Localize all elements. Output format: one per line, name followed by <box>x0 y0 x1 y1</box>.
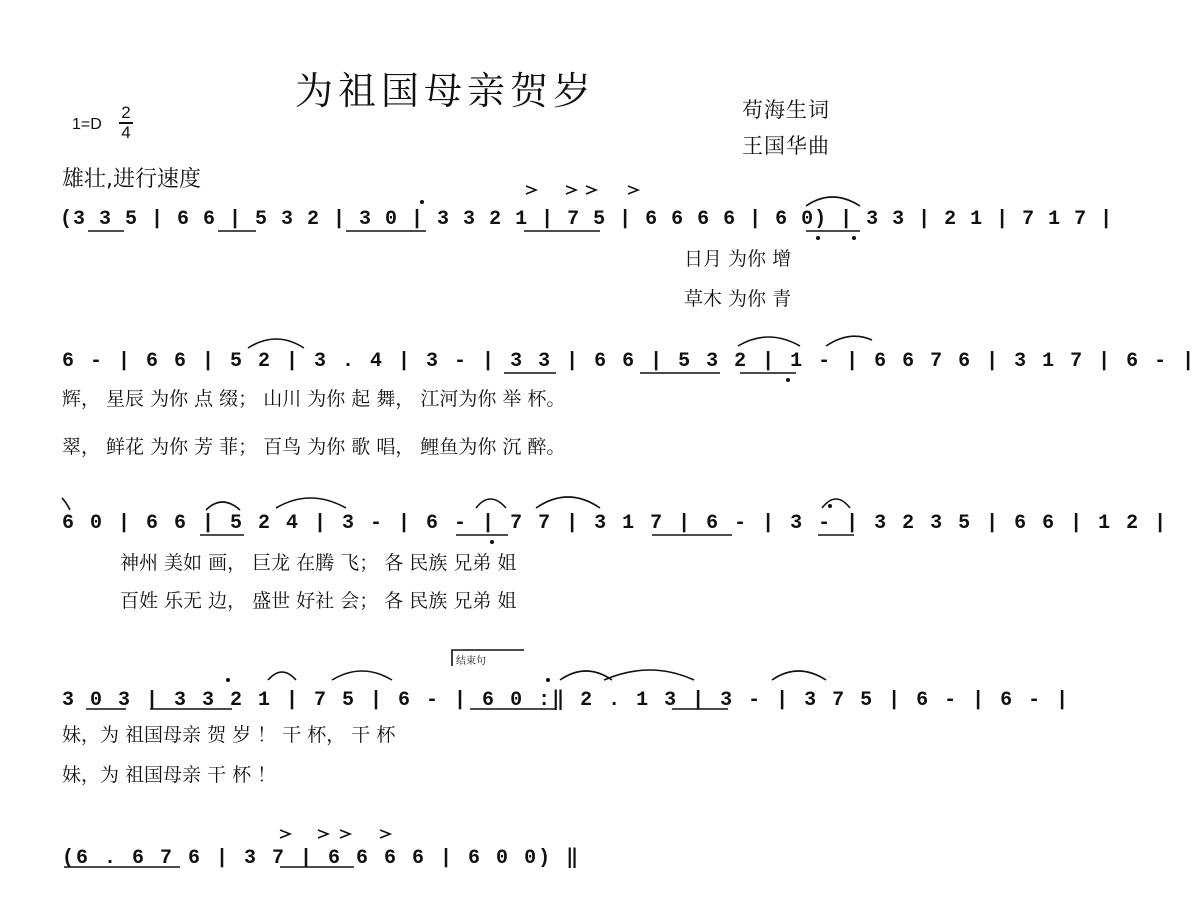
composer-credit: 王国华曲 <box>742 134 830 158</box>
notation-row-5: (6 . 6 7 6 | 3 7 | 6 6 6 6 | 6 0 0) ‖ <box>62 847 581 870</box>
slur <box>806 197 860 206</box>
octave-dot <box>786 378 790 382</box>
lyric-row-4-verse-2: 妹，为 祖国母亲 干 杯 ！ <box>62 764 277 786</box>
accent-mark <box>380 830 390 838</box>
lyric-row-3-verse-1: 神州 美如 画， 巨龙 在腾 飞； 各 民族 兄弟 姐 <box>120 552 517 574</box>
slur <box>772 671 826 680</box>
accent-mark <box>280 830 290 838</box>
octave-dot <box>828 504 832 508</box>
accent-mark <box>586 186 596 194</box>
slur <box>248 339 304 348</box>
ending-label: 结束句 <box>456 656 486 667</box>
slur <box>268 672 296 680</box>
notation-row-3: 6 0 | 6 6 | 5 2 4 | 3 - | 6 - | 7 7 | 3 1 7 | 6 - | 3 - | 3 2 3 5 | 6 6 | 1 2 | <box>62 512 1169 535</box>
lyric-row-4-verse-1: 妹，为 祖国母亲 贺 岁 ！ 干 杯， 干 杯 <box>62 724 396 746</box>
octave-dot <box>816 236 820 240</box>
lyric-row-2-verse-1: 辉， 星辰 为你 点 缀； 山川 为你 起 舞， 江河为你 举 杯。 <box>62 388 566 410</box>
notation-row-1: (3 3 5 | 6 6 | 5 3 2 | 3 0 | 3 3 2 1 | 7 5 | 6 6 6 6 | 6 0) | 3 3 | 2 1 | 7 1 7 | <box>60 208 1114 231</box>
slur <box>738 337 800 346</box>
octave-dot <box>852 236 856 240</box>
slur <box>206 502 240 510</box>
slur <box>560 671 612 680</box>
tempo-marking: 雄壮,进行速度 <box>62 167 201 192</box>
notation-row-2: 6 - | 6 6 | 5 2 | 3 . 4 | 3 - | 3 3 | 6 6 | 5 3 2 | 1 - | 6 6 7 6 | 3 1 7 | 6 - | <box>62 350 1196 373</box>
slur <box>62 498 70 510</box>
time-signature-bottom: 4 <box>121 122 131 142</box>
lyric-row-2-verse-2: 翠， 鲜花 为你 芳 菲； 百鸟 为你 歌 唱， 鲤鱼为你 沉 醉。 <box>62 436 566 458</box>
lyric-row-3-verse-2: 百姓 乐无 边， 盛世 好社 会； 各 民族 兄弟 姐 <box>120 590 517 612</box>
notation-row-4: 3 0 3 | 3 3 2 1 | 7 5 | 6 - | 6 0 :‖ 2 . 1 3 | 3 - | 3 7 5 | 6 - | 6 - | <box>62 689 1071 712</box>
accent-mark <box>526 186 536 194</box>
accent-mark <box>566 186 576 194</box>
key-signature: 1=D <box>72 116 102 133</box>
slur <box>332 671 392 680</box>
slur <box>276 498 346 508</box>
ending-bracket <box>452 650 524 666</box>
slur <box>826 336 872 346</box>
slur <box>822 499 850 508</box>
octave-dot <box>226 678 230 682</box>
octave-dot <box>420 200 424 204</box>
octave-dot <box>490 540 494 544</box>
accent-mark <box>340 830 350 838</box>
accent-mark <box>318 830 328 838</box>
accent-mark <box>628 186 638 194</box>
octave-dot <box>546 678 550 682</box>
time-signature-top: 2 <box>121 103 131 122</box>
lyric-row-1-verse-1: 日月 为你 增 <box>684 248 792 270</box>
slur <box>476 499 506 508</box>
slur <box>536 497 600 508</box>
lyricist-credit: 苟海生词 <box>742 98 830 122</box>
lyric-row-1-verse-2: 草木 为你 青 <box>684 288 792 310</box>
slur <box>604 670 694 680</box>
song-title: 为祖国母亲贺岁 <box>295 69 597 113</box>
